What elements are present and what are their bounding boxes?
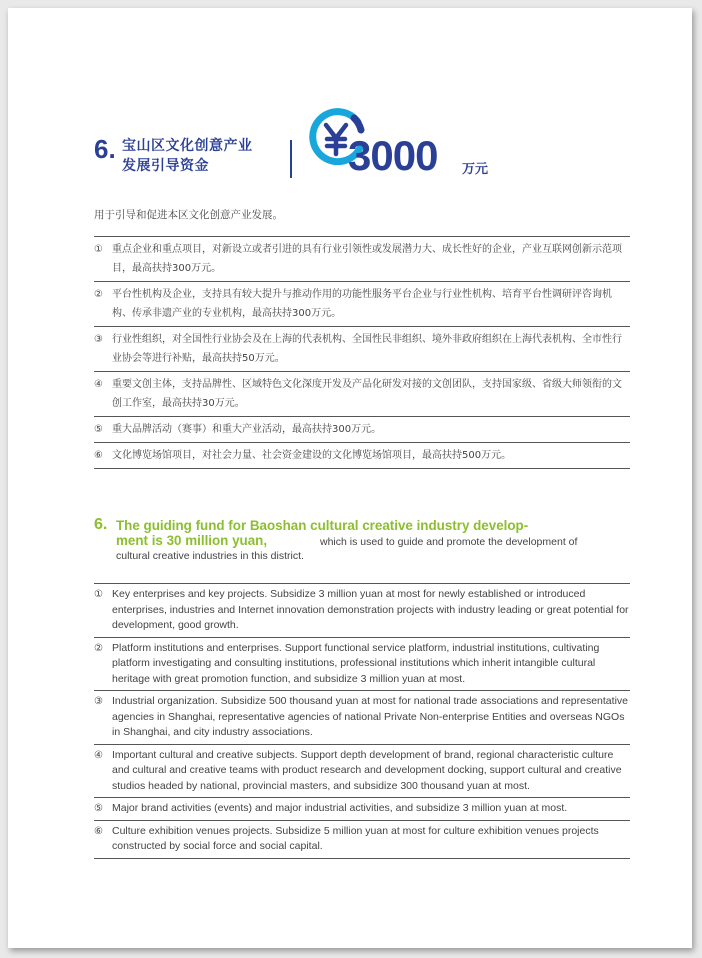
cn-section-header [94, 108, 634, 188]
en-desc-line1: which is used to guide and promote the development of [320, 536, 578, 548]
cn-list-item-6 [94, 442, 630, 469]
fund-amount-unit: 万元 [462, 162, 489, 177]
item-text: Industrial organization. Subsidize 500 thousand yuan at most for national trade associations and representative agencies in Shanghai, representative agencies of national Private Non-enterprise Entities and overseas NGOs in Shanghai, and city industry associations. [112, 695, 628, 738]
en-list-item-1 [94, 583, 630, 637]
item-marker: ⑥ [94, 825, 103, 837]
item-text: Important cultural and creative subjects. Support depth development of brand, regional characteristic culture and cultural and creative teams with product research and development docking, support cultural and creative studios headed by national, provincial masters, and subsidize 300 thousand yuan at most. [112, 748, 622, 792]
cn-section-title [122, 136, 253, 176]
en-title-line2: ment is 30 million yuan, [116, 533, 268, 548]
item-marker: ④ [94, 749, 103, 761]
item-text: 重点企业和重点项目，对新设立或者引进的具有行业引领性或发展潜力大、成长性好的企业，产业互联网创新示范项目，最高扶持300万元。 [112, 244, 622, 274]
item-text: 重要文创主体，支持品牌性、区域特色文化深度开发及产品化研发对接的文创团队，支持国家级、省级大师领衔的文创工作室，最高扶持30万元。 [112, 379, 622, 409]
item-marker: ⑥ [94, 450, 103, 461]
item-text: 行业性组织，对全国性行业协会及在上海的代表机构、全国性民非组织、境外非政府组织在上海代表机构、全市性行业协会等进行补贴，最高扶持50万元。 [112, 334, 622, 364]
en-desc-line2: cultural creative industries in this district. [116, 550, 304, 562]
item-text: Platform institutions and enterprises. Support functional service platform, industrial institutions, cultivating platform investigating and consulting institutions, professional institutions which inherit intangible cultural heritage with great promotion function, and subsidize 3 million yuan at most. [112, 641, 600, 685]
cn-title-line1: 宝山区文化创意产业 [122, 138, 253, 154]
en-list-item-3 [94, 690, 630, 744]
item-text: Culture exhibition venues projects. Subsidize 5 million yuan at most for culture exhibition venues projects constructed by social force and social capital. [112, 824, 599, 852]
cn-list-item-4 [94, 371, 630, 416]
item-marker: ② [94, 289, 103, 300]
cn-list-item-3 [94, 326, 630, 371]
document-page [8, 8, 692, 948]
item-marker: ① [94, 244, 103, 255]
item-marker: ③ [94, 334, 103, 345]
item-text: 重大品牌活动（赛事）和重大产业活动，最高扶持300万元。 [112, 424, 382, 435]
item-marker: ④ [94, 379, 103, 390]
cn-intro-text: 用于引导和促进本区文化创意产业发展。 [94, 209, 283, 221]
item-text: 文化博览场馆项目，对社会力量、社会资金建设的文化博览场馆项目，最高扶持500万元。 [112, 450, 512, 461]
item-marker: ⑤ [94, 803, 103, 814]
en-list-item-6 [94, 820, 630, 859]
cn-section-number: 6. [94, 134, 116, 164]
en-list-item-5 [94, 797, 630, 820]
item-marker: ① [94, 589, 103, 600]
cn-list-item-1 [94, 236, 630, 281]
item-marker: ② [94, 642, 103, 654]
cn-list-item-2 [94, 281, 630, 326]
item-marker: ③ [94, 696, 103, 707]
en-title-line1: The guiding fund for Baoshan cultural creative industry develop- [116, 518, 529, 533]
cn-list-item-5 [94, 416, 630, 442]
fund-amount: 3000 [348, 132, 438, 179]
en-list-item-4 [94, 744, 630, 798]
en-item-list [94, 583, 630, 859]
cn-item-list [94, 236, 630, 469]
en-list-item-2 [94, 637, 630, 691]
en-section-number: 6. [94, 516, 108, 533]
item-text: Major brand activities (events) and major industrial activities, and subsidize 3 million yuan at most. [112, 802, 568, 814]
header-divider [290, 140, 292, 178]
item-marker: ⑤ [94, 424, 103, 435]
cn-title-line2: 发展引导资金 [122, 158, 209, 174]
item-text: 平台性机构及企业，支持具有较大提升与推动作用的功能性服务平台企业与行业性机构、培育平台性调研评咨询机构、传承非遗产业的专业机构，最高扶持300万元。 [112, 289, 612, 319]
item-text: Key enterprises and key projects. Subsidize 3 million yuan at most for newly established or introduced enterprises, industries and Internet innovation demonstration projects with industry leading or great potential for development, good growth. [112, 588, 629, 631]
